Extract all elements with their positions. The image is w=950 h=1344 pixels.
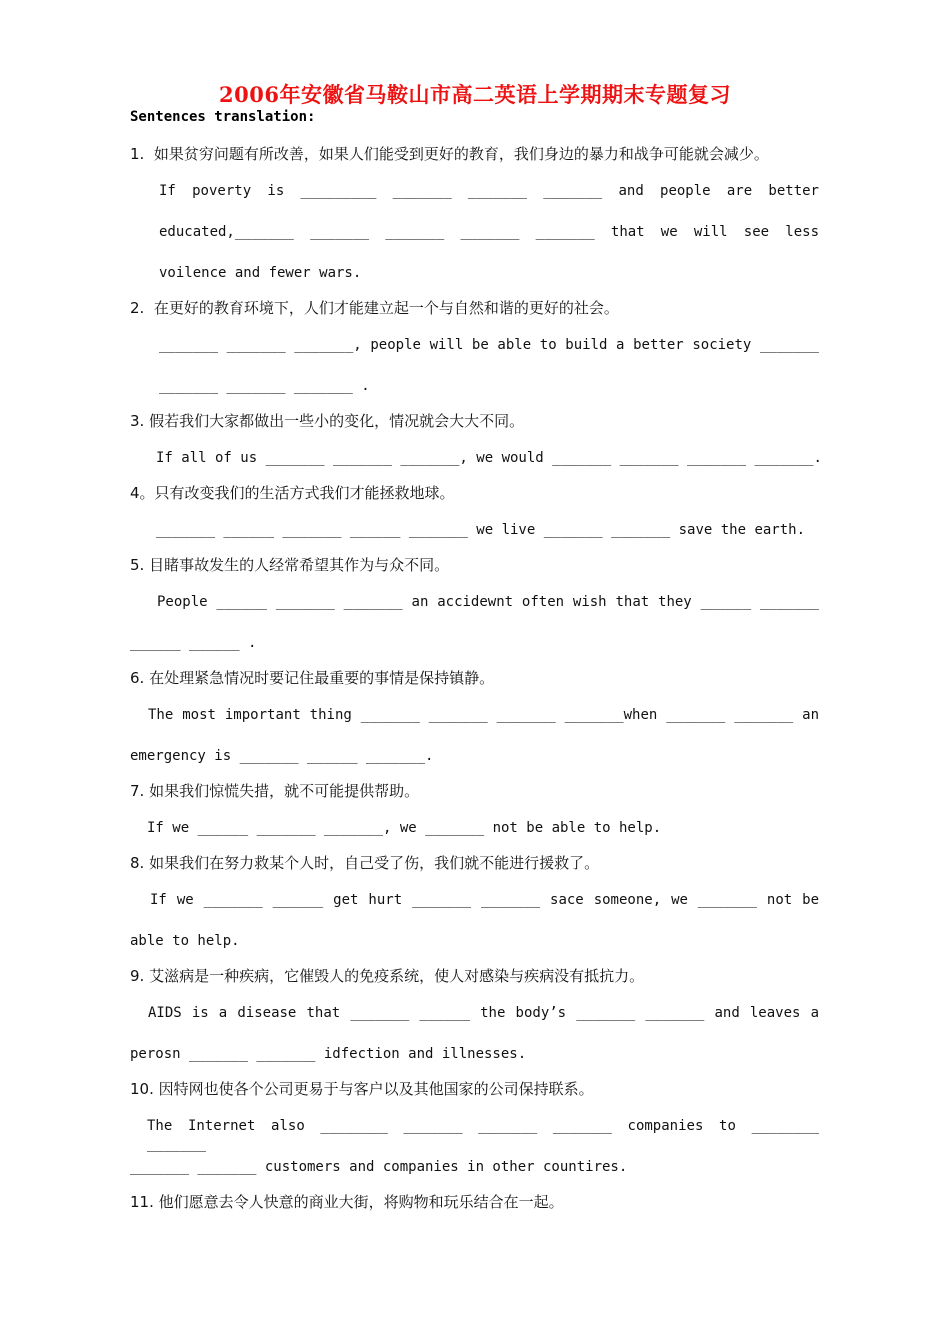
item-8-chinese: 8. 如果我们在努力救某个人时，自己受了伤，我们就不能进行援救了。 <box>130 854 600 872</box>
item-4-english-line-1: _______ ______ _______ ______ _______ we live _______ _______ save the earth. <box>156 522 806 538</box>
item-8-english-line-2: able to help. <box>130 933 240 949</box>
item-1-english-line-3: voilence and fewer wars. <box>159 265 362 281</box>
item-5-chinese: 5. 目睹事故发生的人经常希望其作为与众不同。 <box>130 556 450 574</box>
item-2-english-line-2: _______ _______ _______ . <box>159 378 370 394</box>
item-2-english-line-1: _______ _______ _______, people will be able to build a better society _______ <box>159 337 819 353</box>
item-9-chinese: 9. 艾滋病是一种疾病，它催毁人的免疫系统，使人对感染与疾病没有抵抗力。 <box>130 967 645 985</box>
item-1-english-line-2: educated,_______ _______ _______ _______ _______ that we will see less <box>159 224 819 240</box>
item-7-chinese: 7. 如果我们惊慌失措，就不可能提供帮助。 <box>130 782 420 800</box>
item-10-chinese: 10. 因特网也使各个公司更易于与客户以及其他国家的公司保持联系。 <box>130 1080 594 1098</box>
item-10-english-line-2: _______ _______ customers and companies in other countires. <box>130 1159 628 1175</box>
item-2-chinese: 2. 在更好的教育环境下，人们才能建立起一个与自然和谐的更好的社会。 <box>130 299 619 317</box>
item-4-chinese: 4。只有改变我们的生活方式我们才能拯救地球。 <box>130 484 455 502</box>
item-3-chinese: 3. 假若我们大家都做出一些小的变化，情况就会大大不同。 <box>130 412 525 430</box>
item-6-english-line-2: emergency is _______ ______ _______. <box>130 748 434 764</box>
item-10-english-line-1: The Internet also ________ _______ _______ _______ companies to ________ _______ <box>147 1118 819 1152</box>
item-3-english-line-1: If all of us _______ _______ _______, we would _______ _______ _______ _______. <box>156 450 822 466</box>
item-6-english-line-1: The most important thing _______ _______ _______ _______when _______ _______ an <box>148 707 819 723</box>
item-9-english-line-1: AIDS is a disease that _______ ______ the body’s _______ _______ and leaves a <box>148 1005 819 1021</box>
item-11-chinese: 11. 他们愿意去令人快意的商业大街，将购物和玩乐结合在一起。 <box>130 1193 564 1211</box>
document-title: 2006年安徽省马鞍山市高二英语上学期期末专题复习 <box>219 82 731 107</box>
item-8-english-line-1: If we _______ ______ get hurt _______ _______ sace someone, we _______ not be <box>150 892 819 908</box>
item-6-chinese: 6. 在处理紧急情况时要记住最重要的事情是保持镇静。 <box>130 669 495 687</box>
section-heading: Sentences translation: <box>130 109 316 125</box>
item-5-english-line-1: People ______ _______ _______ an accidewnt often wish that they ______ _______ <box>157 594 819 610</box>
item-7-english-line-1: If we ______ _______ _______, we _______ not be able to help. <box>147 820 662 836</box>
item-1-english-line-1: If poverty is _________ _______ _______ _______ and people are better <box>159 183 819 199</box>
item-5-english-line-2: ______ ______ . <box>130 635 257 651</box>
item-9-english-line-2: perosn _______ _______ idfection and illnesses. <box>130 1046 527 1062</box>
item-1-chinese: 1. 如果贫穷问题有所改善，如果人们能受到更好的教育，我们身边的暴力和战争可能就会减少。 <box>130 145 769 163</box>
